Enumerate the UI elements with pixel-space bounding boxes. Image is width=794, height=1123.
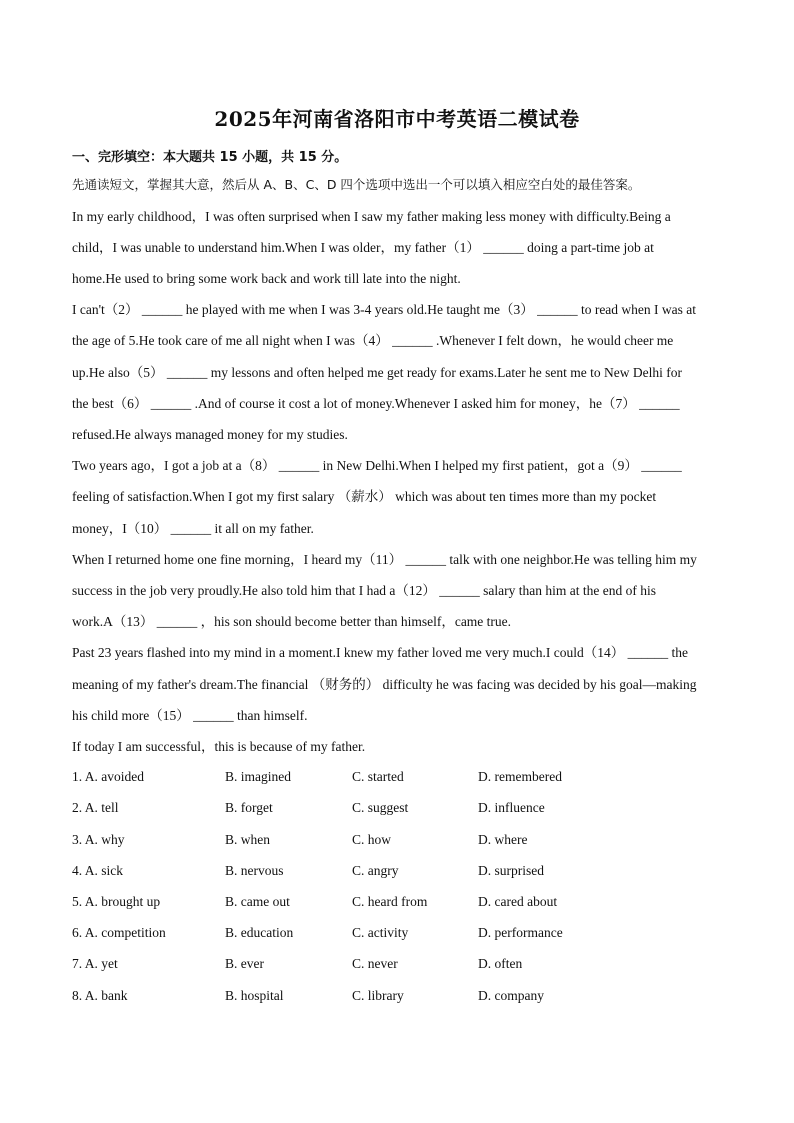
option-b: B. came out: [225, 894, 290, 909]
passage-line: child，I was unable to understand him.When I was older，my father（1） ______ doing a part-time job at: [72, 240, 654, 255]
option-d: D. surprised: [478, 863, 544, 878]
option-d: D. remembered: [478, 769, 562, 784]
passage-line: his child more（15） ______ than himself.: [72, 708, 308, 723]
passage-line: feeling of satisfaction.When I got my first salary （薪水） which was about ten times more than my pocket: [72, 489, 657, 504]
option-b: B. ever: [225, 956, 264, 971]
passage-line: I can't（2） ______ he played with me when I was 3-4 years old.He taught me（3） ______ to read when I was at: [72, 302, 697, 317]
option-d: D. often: [478, 956, 523, 971]
option-a: 8. A. bank: [72, 988, 128, 1003]
option-b: B. education: [225, 925, 294, 940]
option-b: B. forget: [225, 800, 273, 815]
option-d: D. influence: [478, 800, 545, 815]
passage-line: the best（6） ______ .And of course it cost a lot of money.Whenever I asked him for money，he（7） ______: [72, 396, 680, 411]
option-c: C. started: [352, 769, 404, 784]
option-c: C. heard from: [352, 894, 428, 909]
option-b: B. nervous: [225, 863, 284, 878]
section-heading: 一、完形填空：本大题共 15 小题，共 15 分。: [72, 150, 348, 165]
option-b: B. when: [225, 832, 270, 847]
page-title: 2025年河南省洛阳市中考英语二模试卷: [214, 107, 580, 131]
question-options-3: [72, 832, 732, 850]
passage-line: When I returned home one fine morning，I heard my（11） ______ talk with one neighbor.He was telling him my: [72, 552, 697, 567]
option-a: 1. A. avoided: [72, 769, 144, 784]
option-b: B. hospital: [225, 988, 284, 1003]
option-a: 3. A. why: [72, 832, 125, 847]
option-d: D. company: [478, 988, 544, 1003]
option-c: C. never: [352, 956, 398, 971]
question-options-2: [72, 800, 732, 818]
passage-line: meaning of my father's dream.The financial （财务的） difficulty he was facing was decided by his goal—making: [72, 677, 697, 692]
option-a: 6. A. competition: [72, 925, 166, 940]
option-c: C. activity: [352, 925, 409, 940]
question-options-4: [72, 863, 732, 881]
passage-line: success in the job very proudly.He also told him that I had a（12） ______ salary than him at the end of his: [72, 583, 657, 598]
passage-line: Two years ago，I got a job at a（8） ______ in New Delhi.When I helped my first patient，got a（9） ______: [72, 458, 682, 473]
question-options-6: [72, 925, 732, 943]
option-c: C. how: [352, 832, 392, 847]
option-c: C. library: [352, 988, 404, 1003]
option-a: 5. A. brought up: [72, 894, 161, 909]
option-a: 2. A. tell: [72, 800, 119, 815]
option-a: 4. A. sick: [72, 863, 124, 878]
option-c: C. suggest: [352, 800, 409, 815]
question-options-8: [72, 988, 732, 1006]
passage-line: up.He also（5） ______ my lessons and often helped me get ready for exams.Later he sent me to New Delhi for: [72, 365, 682, 380]
option-a: 7. A. yet: [72, 956, 118, 971]
instruction-text: 先通读短文，掌握其大意，然后从 A、B、C、D 四个选项中选出一个可以填入相应空白处的最佳答案。: [72, 177, 641, 192]
option-c: C. angry: [352, 863, 399, 878]
option-d: D. cared about: [478, 894, 558, 909]
option-d: D. performance: [478, 925, 563, 940]
passage-line: money，I（10） ______ it all on my father.: [72, 521, 314, 536]
passage-line: Past 23 years flashed into my mind in a moment.I knew my father loved me very much.I could（14） ______ the: [72, 645, 688, 660]
question-options-5: [72, 894, 732, 912]
question-options-1: [72, 769, 732, 787]
passage-line: the age of 5.He took care of me all night when I was（4） ______ .Whenever I felt down，he would cheer me: [72, 333, 674, 348]
passage-line: In my early childhood，I was often surprised when I saw my father making less money with difficulty.Being a: [72, 209, 671, 224]
option-d: D. where: [478, 832, 528, 847]
passage-line: home.He used to bring some work back and work till late into the night.: [72, 271, 461, 286]
question-options-7: [72, 956, 732, 974]
option-b: B. imagined: [225, 769, 291, 784]
passage-line: work.A（13） ______ ，his son should become better than himself，came true.: [72, 614, 512, 629]
passage-line: If today I am successful，this is because of my father.: [72, 739, 366, 754]
passage-line: refused.He always managed money for my studies.: [72, 427, 348, 442]
